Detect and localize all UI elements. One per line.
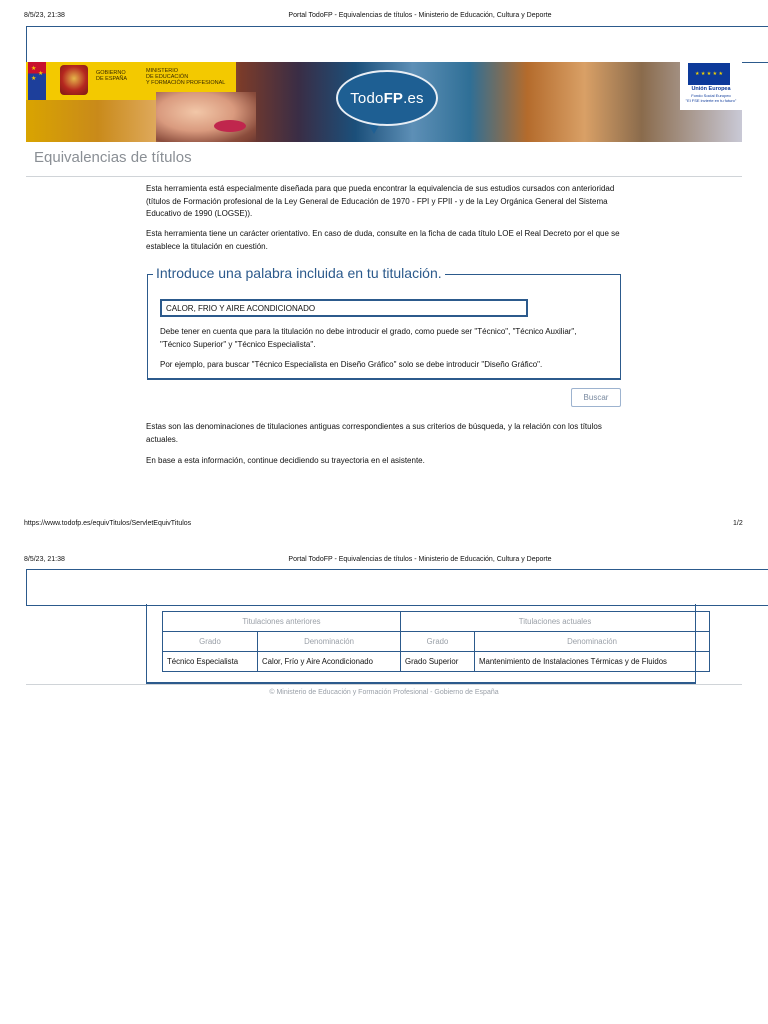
print-title-2: Portal TodoFP - Equivalencias de títulos - Ministerio de Educación, Cultura y Deporte [288, 556, 552, 563]
title-divider [26, 176, 742, 177]
col-old-denominacion: Denominación [258, 632, 401, 652]
search-input[interactable] [160, 299, 528, 317]
intro-paragraph-2: Esta herramienta tiene un carácter orientativo. En caso de duda, consulte en la ficha de cada título LOE el Real Decreto por el que se establece la titulación en cuestión. [146, 229, 620, 251]
search-help-1: Debe tener en cuenta que para la titulación no debe introducir el grado, como puede ser "Técnico", "Técnico Auxiliar", "Técnico Superior" y "Técnico Especialista". [160, 327, 577, 349]
eu-flag-icon: ★ ★ ★ ★ ★ [688, 63, 730, 85]
print-datetime-2: 8/5/23, 21:38 [24, 556, 65, 563]
banner-photo-lips [214, 120, 246, 132]
eu-subtitle: Fondo Social Europeo "El FSE invierte en tu futuro" [685, 93, 737, 103]
page-title: Equivalencias de títulos [34, 149, 192, 166]
print-title: Portal TodoFP - Equivalencias de títulos - Ministerio de Educación, Cultura y Deporte [288, 12, 552, 19]
ministry-name: MINISTERIO DE EDUCACIÓN Y FORMACIÓN PROFESIONAL [146, 68, 226, 86]
print-page-number: 1/2 [733, 520, 743, 527]
cell-old-denominacion: Calor, Frío y Aire Acondicionado [258, 652, 401, 672]
eu-region-flag-icon: ★ ★ ★ [28, 62, 46, 100]
col-new-grado: Grado [401, 632, 475, 652]
todofp-logo[interactable] [336, 70, 438, 126]
results-table [162, 611, 710, 672]
top-nav-bar-2 [26, 569, 768, 606]
table-group-header [163, 612, 710, 632]
col-old-grado: Grado [163, 632, 258, 652]
gov-name: GOBIERNO DE ESPAÑA [96, 70, 128, 82]
results-intro-2: En base a esta información, continue decidiendo su trayectoria en el asistente. [146, 456, 425, 465]
print-url: https://www.todofp.es/equivTitulos/ServletEquivTitulos [24, 520, 192, 527]
table-row [163, 652, 710, 672]
intro-paragraph-1: Esta herramienta está especialmente diseñada para que pueda encontrar la equivalencia de sus estudios cursados con anterioridad (títulos de Formación profesional de la Ley General de Educación de 1970 - FPI y FPII - y de la Ley Orgánica General del Sistema Educativo de 1990 (LOGSE)). [146, 184, 615, 218]
cell-new-grado: Grado Superior [401, 652, 475, 672]
search-legend: Introduce una palabra incluida en tu titulación. [153, 265, 445, 281]
banner-photo-face [156, 92, 256, 142]
print-datetime: 8/5/23, 21:38 [24, 12, 65, 19]
top-nav-bar [26, 26, 768, 63]
site-footer: © Ministerio de Educación y Formación Profesional - Gobierno de España [269, 689, 499, 696]
eu-logo[interactable] [680, 62, 742, 110]
logo-bold: FP [383, 89, 404, 107]
cell-new-denominacion[interactable]: Mantenimiento de Instalaciones Térmicas y de Fluidos [475, 652, 710, 672]
coat-of-arms-icon [60, 65, 88, 95]
group-new-header: Titulaciones actuales [401, 612, 710, 632]
search-button[interactable]: Buscar [571, 388, 621, 407]
results-intro-1: Estas son las denominaciones de titulaciones antiguas correspondientes a sus criterios de búsqueda, y la relación con los títulos actuales. [146, 422, 602, 444]
footer-divider [26, 684, 742, 685]
cell-old-grado: Técnico Especialista [163, 652, 258, 672]
logo-prefix: Todo [350, 89, 384, 107]
eu-title: Unión Europea [691, 86, 731, 92]
logo-suffix: .es [403, 89, 424, 107]
col-new-denominacion: Denominación [475, 632, 710, 652]
search-help-2: Por ejemplo, para buscar "Técnico Especialista en Diseño Gráfico" solo se debe introducir "Diseño Gráfico". [160, 360, 543, 369]
group-old-header: Titulaciones anteriores [163, 612, 401, 632]
header-banner [26, 62, 742, 142]
table-column-header [163, 632, 710, 652]
